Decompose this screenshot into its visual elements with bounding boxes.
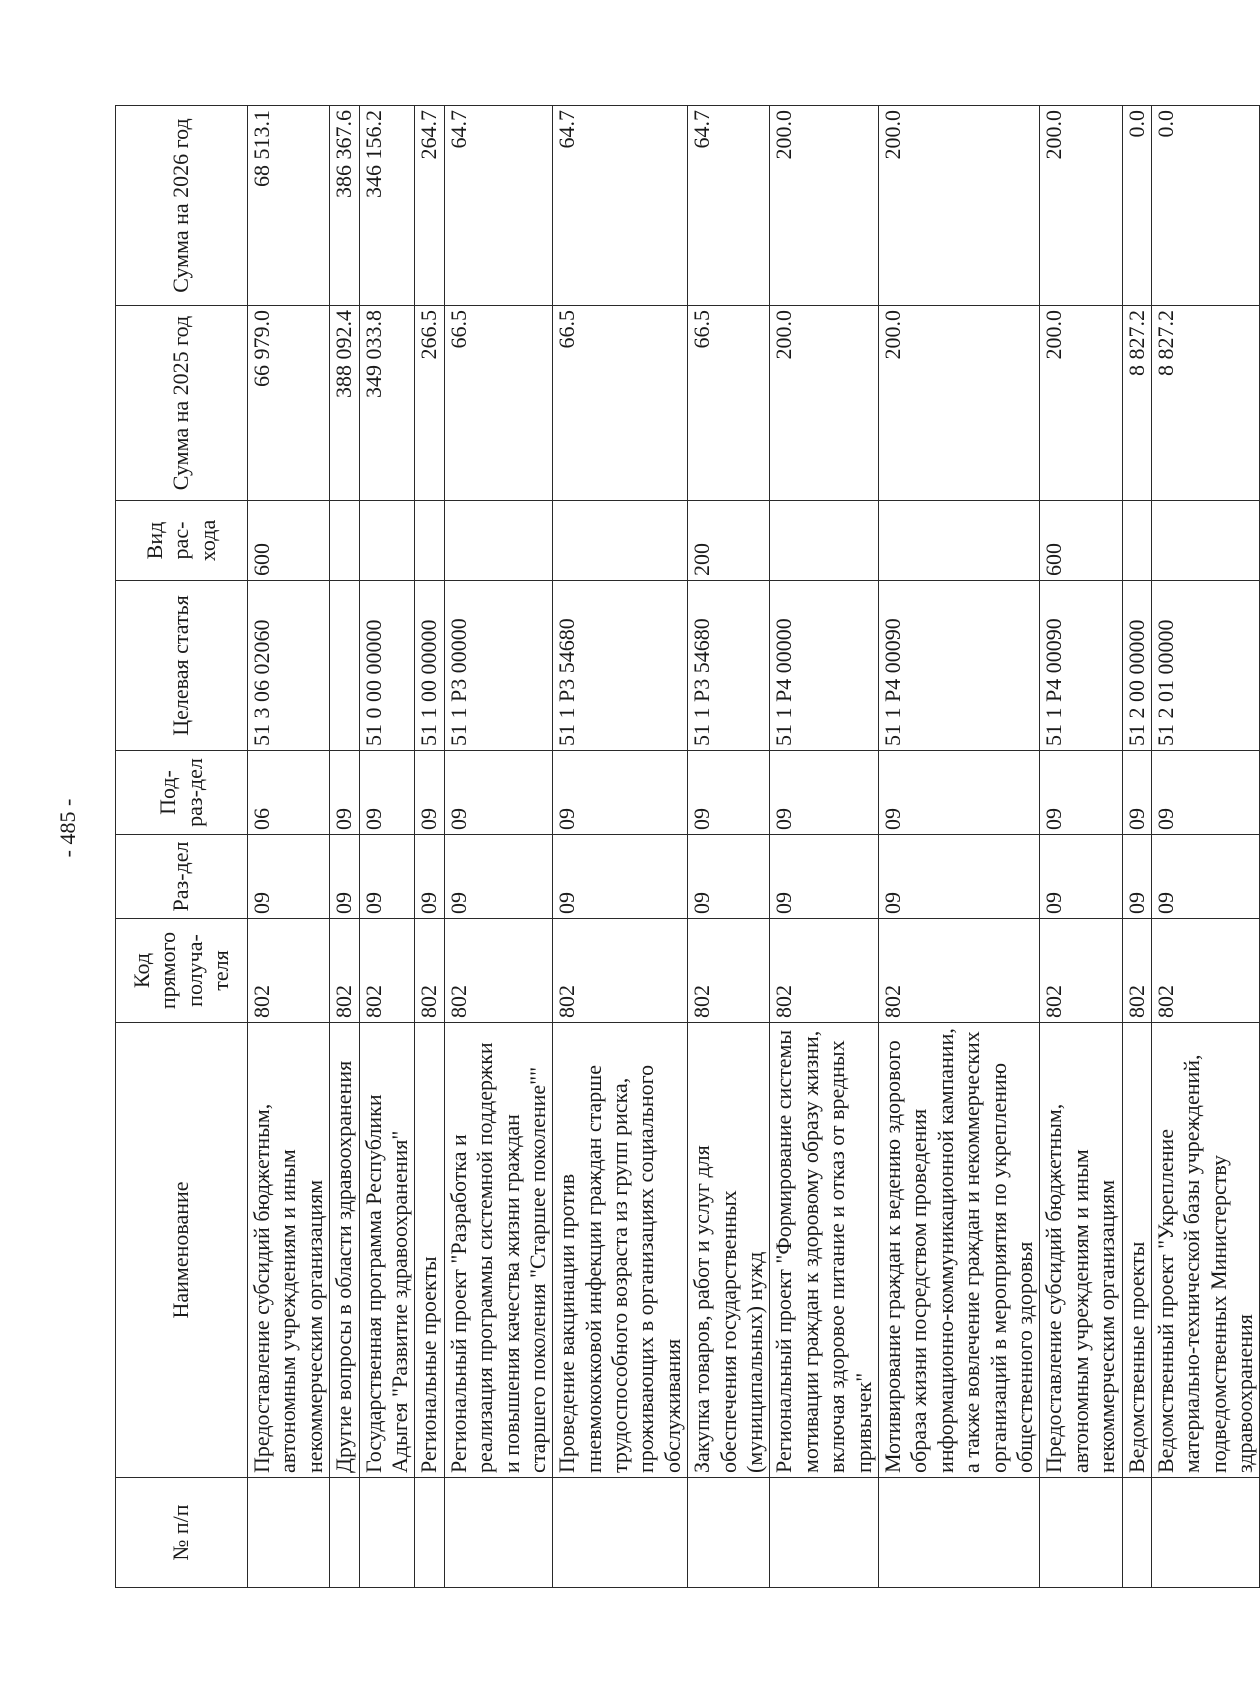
cell-number xyxy=(770,1478,879,1588)
cell-section: 09 xyxy=(878,835,1039,919)
cell-sum-2026: 386 367.6 xyxy=(330,106,359,306)
cell-section: 09 xyxy=(359,835,415,919)
table-body xyxy=(248,106,1260,1588)
cell-target-article: 51 2 01 00000 xyxy=(1151,581,1260,751)
cell-sum-2025: 266.5 xyxy=(415,306,444,501)
cell-number xyxy=(688,1478,770,1588)
budget-table xyxy=(115,105,1260,1588)
cell-target-article: 51 0 00 00000 xyxy=(359,581,415,751)
table-row xyxy=(359,106,415,1588)
cell-sum-2025: 8 827.2 xyxy=(1151,306,1260,501)
header-target-article: Целевая статья xyxy=(116,581,248,751)
cell-subsection: 09 xyxy=(415,751,444,835)
cell-sum-2025: 66.5 xyxy=(444,306,553,501)
cell-target-article: 51 3 06 02060 xyxy=(248,581,330,751)
cell-recipient-code: 802 xyxy=(1040,919,1122,1023)
cell-target-article: 51 1 P3 00000 xyxy=(444,581,553,751)
cell-subsection: 09 xyxy=(359,751,415,835)
table-row xyxy=(248,106,330,1588)
cell-section: 09 xyxy=(1122,835,1151,919)
cell-expense-type xyxy=(444,501,553,581)
cell-recipient-code: 802 xyxy=(878,919,1039,1023)
cell-name: Мотивирование граждан к ведению здорового образа жизни посредством проведения информационно-коммуникационной кампании, а также вовлечение граждан и некоммерческих организаций в мероприятия по укреплению общественного здоровья xyxy=(878,1023,1039,1478)
header-recipient-code: Код прямого получа-теля xyxy=(116,919,248,1023)
table-row xyxy=(1040,106,1122,1588)
cell-sum-2025: 66.5 xyxy=(553,306,688,501)
cell-number xyxy=(878,1478,1039,1588)
cell-sum-2025: 66 979.0 xyxy=(248,306,330,501)
cell-section: 09 xyxy=(444,835,553,919)
cell-expense-type: 600 xyxy=(1040,501,1122,581)
cell-section: 09 xyxy=(770,835,879,919)
cell-sum-2026: 200.0 xyxy=(878,106,1039,306)
cell-name: Региональный проект "Разработка и реализация программы системной поддержки и повышения качества жизни граждан старшего поколения "Старшее поколение"" xyxy=(444,1023,553,1478)
header-number: № п/п xyxy=(116,1478,248,1588)
cell-number xyxy=(444,1478,553,1588)
cell-sum-2025: 349 033.8 xyxy=(359,306,415,501)
table-row xyxy=(553,106,688,1588)
cell-section: 09 xyxy=(553,835,688,919)
cell-recipient-code: 802 xyxy=(359,919,415,1023)
cell-sum-2025: 200.0 xyxy=(878,306,1039,501)
cell-name: Другие вопросы в области здравоохранения xyxy=(330,1023,359,1478)
cell-sum-2025: 200.0 xyxy=(770,306,879,501)
cell-sum-2026: 200.0 xyxy=(1040,106,1122,306)
cell-name: Предоставление субсидий бюджетным, автономным учреждениям и иным некоммерческим организациям xyxy=(248,1023,330,1478)
cell-sum-2025: 200.0 xyxy=(1040,306,1122,501)
cell-subsection: 09 xyxy=(553,751,688,835)
cell-subsection: 09 xyxy=(878,751,1039,835)
cell-expense-type xyxy=(878,501,1039,581)
cell-target-article: 51 1 P3 54680 xyxy=(553,581,688,751)
cell-sum-2026: 0.0 xyxy=(1122,106,1151,306)
cell-sum-2025: 66.5 xyxy=(688,306,770,501)
cell-subsection: 09 xyxy=(1122,751,1151,835)
cell-subsection: 09 xyxy=(1151,751,1260,835)
cell-section: 09 xyxy=(1040,835,1122,919)
cell-target-article: 51 1 P4 00090 xyxy=(1040,581,1122,751)
cell-sum-2026: 264.7 xyxy=(415,106,444,306)
table-row xyxy=(444,106,553,1588)
cell-name: Проведение вакцинации против пневмококковой инфекции граждан старше трудоспособного возраста из групп риска, проживающих в организациях социального обслуживания xyxy=(553,1023,688,1478)
cell-subsection: 09 xyxy=(1040,751,1122,835)
cell-sum-2026: 346 156.2 xyxy=(359,106,415,306)
cell-expense-type xyxy=(359,501,415,581)
cell-section: 09 xyxy=(415,835,444,919)
cell-name: Региональный проект "Формирование системы мотивации граждан к здоровому образу жизни, включая здоровое питание и отказ от вредных привычек" xyxy=(770,1023,879,1478)
cell-recipient-code: 802 xyxy=(688,919,770,1023)
cell-subsection: 06 xyxy=(248,751,330,835)
cell-subsection: 09 xyxy=(330,751,359,835)
cell-section: 09 xyxy=(248,835,330,919)
cell-sum-2025: 388 092.4 xyxy=(330,306,359,501)
cell-target-article: 51 1 00 00000 xyxy=(415,581,444,751)
cell-expense-type xyxy=(330,501,359,581)
cell-sum-2026: 200.0 xyxy=(770,106,879,306)
header-expense-type: Вид рас-хода xyxy=(116,501,248,581)
table-row xyxy=(330,106,359,1588)
header-name: Наименование xyxy=(116,1023,248,1478)
cell-number xyxy=(248,1478,330,1588)
page-number: - 485 - xyxy=(55,798,80,858)
cell-name: Ведомственные проекты xyxy=(1122,1023,1151,1478)
table-row xyxy=(1122,106,1151,1588)
cell-number xyxy=(1122,1478,1151,1588)
budget-table-container xyxy=(115,106,1258,1588)
cell-expense-type xyxy=(415,501,444,581)
cell-recipient-code: 802 xyxy=(553,919,688,1023)
cell-expense-type xyxy=(553,501,688,581)
cell-name: Закупка товаров, работ и услуг для обеспечения государственных (муниципальных) нужд xyxy=(688,1023,770,1478)
table-row xyxy=(415,106,444,1588)
header-subsection: Под-раз-дел xyxy=(116,751,248,835)
cell-recipient-code: 802 xyxy=(415,919,444,1023)
header-sum-2025: Сумма на 2025 год xyxy=(116,306,248,501)
cell-expense-type xyxy=(1151,501,1260,581)
table-row xyxy=(688,106,770,1588)
cell-recipient-code: 802 xyxy=(770,919,879,1023)
cell-name: Ведомственный проект "Укрепление материально-технической базы учреждений, подведомственных Министерству здравоохранения xyxy=(1151,1023,1260,1478)
cell-name: Региональные проекты xyxy=(415,1023,444,1478)
header-section: Раз-дел xyxy=(116,835,248,919)
header-sum-2026: Сумма на 2026 год xyxy=(116,106,248,306)
cell-number xyxy=(359,1478,415,1588)
cell-subsection: 09 xyxy=(770,751,879,835)
cell-expense-type: 200 xyxy=(688,501,770,581)
cell-sum-2025: 8 827.2 xyxy=(1122,306,1151,501)
cell-recipient-code: 802 xyxy=(1122,919,1151,1023)
cell-section: 09 xyxy=(688,835,770,919)
cell-target-article: 51 2 00 00000 xyxy=(1122,581,1151,751)
cell-target-article xyxy=(330,581,359,751)
cell-expense-type xyxy=(770,501,879,581)
cell-number xyxy=(553,1478,688,1588)
table-row xyxy=(770,106,879,1588)
cell-name: Предоставление субсидий бюджетным, автономным учреждениям и иным некоммерческим организациям xyxy=(1040,1023,1122,1478)
cell-target-article: 51 1 P3 54680 xyxy=(688,581,770,751)
table-row xyxy=(878,106,1039,1588)
cell-expense-type xyxy=(1122,501,1151,581)
cell-sum-2026: 64.7 xyxy=(553,106,688,306)
cell-number xyxy=(330,1478,359,1588)
cell-number xyxy=(1040,1478,1122,1588)
cell-recipient-code: 802 xyxy=(444,919,553,1023)
cell-recipient-code: 802 xyxy=(330,919,359,1023)
cell-section: 09 xyxy=(330,835,359,919)
cell-sum-2026: 68 513.1 xyxy=(248,106,330,306)
cell-target-article: 51 1 P4 00000 xyxy=(770,581,879,751)
cell-subsection: 09 xyxy=(688,751,770,835)
table-row xyxy=(1151,106,1260,1588)
cell-sum-2026: 0.0 xyxy=(1151,106,1260,306)
cell-recipient-code: 802 xyxy=(248,919,330,1023)
cell-expense-type: 600 xyxy=(248,501,330,581)
cell-recipient-code: 802 xyxy=(1151,919,1260,1023)
cell-subsection: 09 xyxy=(444,751,553,835)
table-header-row xyxy=(116,106,248,1588)
cell-number xyxy=(415,1478,444,1588)
cell-number xyxy=(1151,1478,1260,1588)
cell-target-article: 51 1 P4 00090 xyxy=(878,581,1039,751)
cell-sum-2026: 64.7 xyxy=(444,106,553,306)
cell-name: Государственная программа Республики Адыгея "Развитие здравоохранения" xyxy=(359,1023,415,1478)
cell-sum-2026: 64.7 xyxy=(688,106,770,306)
cell-section: 09 xyxy=(1151,835,1260,919)
